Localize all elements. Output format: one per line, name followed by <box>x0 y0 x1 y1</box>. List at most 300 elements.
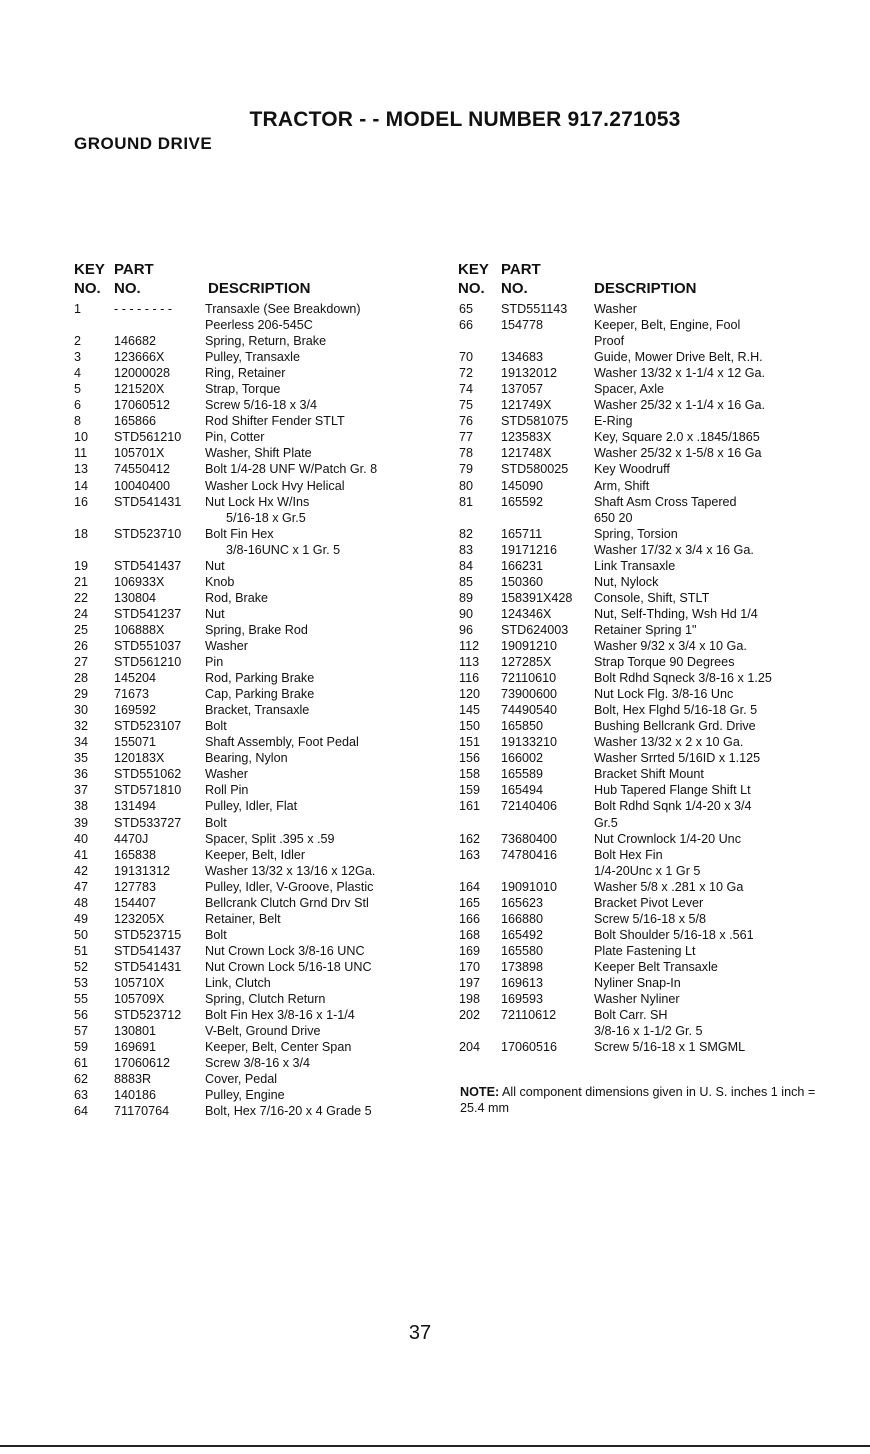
part-description <box>594 397 856 413</box>
part-number: STD561210 <box>114 655 182 670</box>
key-number: 49 <box>74 911 89 926</box>
part-number: 158391X428 <box>501 590 573 605</box>
bottom-rule <box>0 1445 870 1447</box>
part-description <box>205 975 455 991</box>
description-line: Key, Square 2.0 x .1845/1865 <box>594 430 760 445</box>
key-number: 37 <box>74 783 89 798</box>
table-row <box>458 798 868 830</box>
description-line: Knob <box>205 574 235 589</box>
table-row <box>458 606 868 622</box>
part-description <box>594 750 856 766</box>
description-line: Hub Tapered Flange Shift Lt <box>594 783 751 798</box>
part-description <box>594 542 856 558</box>
key-number: 16 <box>74 494 89 509</box>
part-number: 17060512 <box>114 398 171 413</box>
description-line: Bolt, Hex Flghd 5/16-18 Gr. 5 <box>594 703 758 718</box>
part-description <box>205 847 455 863</box>
key-number: 168 <box>459 927 481 942</box>
table-row <box>74 590 454 606</box>
key-number: 170 <box>459 959 481 974</box>
part-description <box>205 349 455 365</box>
description-line: Proof <box>594 334 625 349</box>
part-number: 123205X <box>114 911 165 926</box>
part-number: 121520X <box>114 382 165 397</box>
key-number: 202 <box>459 1008 481 1023</box>
key-number: 21 <box>74 574 89 589</box>
part-number: 127783 <box>114 879 157 894</box>
key-number: 197 <box>459 975 481 990</box>
part-description <box>594 959 856 975</box>
part-number: STD571810 <box>114 783 182 798</box>
part-description <box>594 734 856 750</box>
table-row <box>458 670 868 686</box>
key-number: 42 <box>74 863 89 878</box>
description-line: Retainer, Belt <box>205 911 281 926</box>
key-number: 145 <box>459 703 481 718</box>
description-line: 650 20 <box>594 510 633 525</box>
description-line: Shaft Asm Cross Tapered <box>594 494 737 509</box>
column-header <box>458 261 868 301</box>
part-number: 105709X <box>114 992 165 1007</box>
key-number: 4 <box>74 366 82 381</box>
description-line: Bolt Shoulder 5/16-18 x .561 <box>594 927 754 942</box>
description-line: Spacer, Axle <box>594 382 665 397</box>
description-line: Washer Srrted 5/16ID x 1.125 <box>594 751 761 766</box>
table-row <box>74 879 454 895</box>
part-description <box>594 654 856 670</box>
part-description <box>205 863 455 879</box>
description-line: Key Woodruff <box>594 462 670 477</box>
key-number: 10 <box>74 430 89 445</box>
table-row <box>458 478 868 494</box>
part-number: 165494 <box>501 783 544 798</box>
table-row <box>74 413 454 429</box>
description-line: Spring, Torsion <box>594 526 678 541</box>
part-number: 71673 <box>114 687 150 702</box>
key-number: 24 <box>74 606 89 621</box>
description-line: Washer 9/32 x 3/4 x 10 Ga. <box>594 638 747 653</box>
part-description <box>594 349 856 365</box>
key-number: 59 <box>74 1040 89 1055</box>
key-number: 162 <box>459 831 481 846</box>
part-description <box>594 766 856 782</box>
part-description <box>594 782 856 798</box>
part-description <box>205 301 455 333</box>
table-row <box>458 927 868 943</box>
part-description <box>205 927 455 943</box>
part-number: 12000028 <box>114 366 171 381</box>
table-row <box>458 590 868 606</box>
table-row <box>458 831 868 847</box>
table-row <box>74 718 454 734</box>
part-number: STD541431 <box>114 494 182 509</box>
description-line: Cover, Pedal <box>205 1072 278 1087</box>
description-line: Pulley, Idler, V-Groove, Plastic <box>205 879 374 894</box>
table-row <box>74 397 454 413</box>
table-row <box>74 911 454 927</box>
table-row <box>74 606 454 622</box>
table-row <box>74 1087 454 1103</box>
key-number: 35 <box>74 751 89 766</box>
key-number: 52 <box>74 959 89 974</box>
description-line: Console, Shift, STLT <box>594 590 710 605</box>
part-number: 72110610 <box>501 671 557 686</box>
key-number: 76 <box>459 414 474 429</box>
description-line: Keeper, Belt, Center Span <box>205 1040 352 1055</box>
header-key-no: NO. <box>458 280 485 297</box>
key-number: 61 <box>74 1056 89 1071</box>
table-row <box>74 782 454 798</box>
description-line: Washer 13/32 x 13/16 x 12Ga. <box>205 863 376 878</box>
part-description <box>205 991 455 1007</box>
part-description <box>594 413 856 429</box>
description-line: Bolt Fin Hex <box>205 526 274 541</box>
table-row <box>74 574 454 590</box>
table-row <box>458 494 868 526</box>
table-row <box>458 847 868 879</box>
page-number: 37 <box>408 1322 432 1344</box>
key-number: 77 <box>459 430 474 445</box>
key-number: 83 <box>459 542 474 557</box>
part-description <box>205 445 455 461</box>
key-number: 169 <box>459 943 481 958</box>
description-line: Bushing Bellcrank Grd. Drive <box>594 719 756 734</box>
key-number: 166 <box>459 911 481 926</box>
part-number: 19091210 <box>501 638 558 653</box>
key-number: 55 <box>74 992 89 1007</box>
description-line: Bolt, Hex 7/16-20 x 4 Grade 5 <box>205 1104 372 1119</box>
key-number: 81 <box>459 494 474 509</box>
table-row <box>74 1007 454 1023</box>
part-number: 120183X <box>114 751 165 766</box>
table-row <box>458 365 868 381</box>
description-line: 1/4-20Unc x 1 Gr 5 <box>594 863 701 878</box>
table-row <box>74 1039 454 1055</box>
description-line: Washer <box>205 767 248 782</box>
description-line: Nut <box>205 558 225 573</box>
part-description <box>205 879 455 895</box>
description-line: Washer 25/32 x 1-5/8 x 16 Ga <box>594 446 762 461</box>
table-row <box>74 670 454 686</box>
part-description <box>205 558 455 574</box>
header-part-no: NO. <box>501 280 528 297</box>
table-row <box>74 991 454 1007</box>
description-line: Washer 25/32 x 1-1/4 x 16 Ga. <box>594 398 766 413</box>
description-line: Guide, Mower Drive Belt, R.H. <box>594 350 763 365</box>
part-number: 134683 <box>501 350 544 365</box>
part-number: STD561210 <box>114 430 182 445</box>
key-number: 5 <box>74 382 82 397</box>
key-number: 84 <box>459 558 474 573</box>
table-row <box>458 638 868 654</box>
table-row <box>74 654 454 670</box>
description-line: Screw 5/16-18 x 3/4 <box>205 398 318 413</box>
description-line: Bellcrank Clutch Grnd Drv Stl <box>205 895 369 910</box>
part-number: 150360 <box>501 574 544 589</box>
part-number: STD523710 <box>114 526 182 541</box>
table-row <box>458 397 868 413</box>
table-row <box>458 429 868 445</box>
part-number: 165838 <box>114 847 157 862</box>
description-line: Roll Pin <box>205 783 249 798</box>
key-number: 64 <box>74 1104 89 1119</box>
part-number: STD523712 <box>114 1008 182 1023</box>
part-number: 169593 <box>501 992 544 1007</box>
table-row <box>74 1071 454 1087</box>
table-row <box>458 301 868 317</box>
table-row <box>458 766 868 782</box>
part-number: STD541437 <box>114 558 182 573</box>
part-description <box>594 381 856 397</box>
description-line: Washer 13/32 x 2 x 10 Ga. <box>594 735 744 750</box>
table-row <box>74 927 454 943</box>
part-number: 166231 <box>501 558 544 573</box>
part-description <box>205 397 455 413</box>
description-line: Nut, Nylock <box>594 574 659 589</box>
table-row <box>458 349 868 365</box>
key-number: 56 <box>74 1008 89 1023</box>
description-line: Nut, Self-Thding, Wsh Hd 1/4 <box>594 606 758 621</box>
key-number: 156 <box>459 751 481 766</box>
table-row <box>458 718 868 734</box>
part-number: 154407 <box>114 895 157 910</box>
part-description <box>205 782 455 798</box>
key-number: 48 <box>74 895 89 910</box>
part-description <box>594 927 856 943</box>
table-row <box>74 766 454 782</box>
table-row <box>458 381 868 397</box>
part-number: STD624003 <box>501 622 569 637</box>
part-description <box>594 847 856 879</box>
table-row <box>74 798 454 814</box>
table-row <box>458 317 868 349</box>
table-row <box>74 686 454 702</box>
part-number: 73900600 <box>501 687 558 702</box>
part-description <box>205 815 455 831</box>
description-line: Washer Nyliner <box>594 992 680 1007</box>
part-description <box>205 590 455 606</box>
table-row <box>458 959 868 975</box>
parts-column-left <box>74 261 454 1119</box>
part-description <box>205 750 455 766</box>
part-number: 10040400 <box>114 478 171 493</box>
description-line: Screw 5/16-18 x 1 SMGML <box>594 1040 746 1055</box>
table-row <box>458 461 868 477</box>
part-number: 130801 <box>114 1024 157 1039</box>
key-number: 57 <box>74 1024 89 1039</box>
part-number: 74780416 <box>501 847 558 862</box>
part-description <box>594 991 856 1007</box>
table-row <box>458 895 868 911</box>
description-line: Washer 5/8 x .281 x 10 Ga <box>594 879 744 894</box>
part-number: STD523715 <box>114 927 182 942</box>
key-number: 11 <box>74 446 88 461</box>
part-description <box>594 1007 856 1039</box>
part-number: 72140406 <box>501 799 558 814</box>
description-line: Bolt <box>205 815 227 830</box>
part-number: STD551143 <box>501 302 568 316</box>
part-description <box>594 686 856 702</box>
description-line: Rod, Brake <box>205 590 268 605</box>
key-number: 38 <box>74 799 89 814</box>
part-description <box>594 445 856 461</box>
part-description <box>205 686 455 702</box>
description-line: Keeper, Belt, Idler <box>205 847 306 862</box>
key-number: 112 <box>459 638 480 653</box>
part-number: STD541437 <box>114 943 182 958</box>
part-number: 130804 <box>114 590 157 605</box>
section-title: GROUND DRIVE <box>74 134 213 153</box>
key-number: 116 <box>459 671 480 686</box>
table-row <box>74 943 454 959</box>
table-row <box>74 975 454 991</box>
part-number: 106933X <box>114 574 165 589</box>
description-line: Plate Fastening Lt <box>594 943 696 958</box>
part-number: 106888X <box>114 622 165 637</box>
description-line: Bolt Hex Fin <box>594 847 663 862</box>
part-description <box>594 670 856 686</box>
key-number: 39 <box>74 815 89 830</box>
part-number: 165866 <box>114 414 157 429</box>
part-number: 165850 <box>501 719 544 734</box>
key-number: 30 <box>74 703 89 718</box>
table-row <box>74 702 454 718</box>
description-line: Strap, Torque <box>205 382 281 397</box>
table-row <box>74 365 454 381</box>
part-number: - - - - - - - - <box>114 302 173 316</box>
part-description <box>205 798 455 814</box>
key-number: 28 <box>74 671 89 686</box>
table-row <box>74 445 454 461</box>
part-number: 74550412 <box>114 462 171 477</box>
part-number: 131494 <box>114 799 157 814</box>
key-number: 50 <box>74 927 89 942</box>
part-number: 74490540 <box>501 703 558 718</box>
key-number: 159 <box>459 783 481 798</box>
key-number: 66 <box>459 318 474 333</box>
table-row <box>74 1023 454 1039</box>
table-row <box>74 863 454 879</box>
table-row <box>458 750 868 766</box>
part-description <box>594 558 856 574</box>
description-line: Pin, Cotter <box>205 430 265 445</box>
parts-column-right <box>458 261 868 1055</box>
part-description <box>594 975 856 991</box>
part-description <box>205 413 455 429</box>
key-number: 32 <box>74 719 89 734</box>
description-line: Washer <box>205 638 248 653</box>
description-line: Nut Lock Flg. 3/8-16 Unc <box>594 687 734 702</box>
part-description <box>205 494 455 526</box>
description-line: Rod, Parking Brake <box>205 671 315 686</box>
table-row <box>458 991 868 1007</box>
table-row <box>458 526 868 542</box>
part-description <box>205 526 455 558</box>
table-row <box>458 574 868 590</box>
key-number: 2 <box>74 334 82 349</box>
key-number: 163 <box>459 847 481 862</box>
description-line: Link, Clutch <box>205 975 271 990</box>
part-number: STD541237 <box>114 606 182 621</box>
part-number: 140186 <box>114 1088 157 1103</box>
part-number: 169613 <box>501 975 544 990</box>
description-line: Keeper Belt Transaxle <box>594 959 718 974</box>
part-description <box>594 574 856 590</box>
part-number: 169592 <box>114 703 157 718</box>
description-line: Bolt 1/4-28 UNF W/Patch Gr. 8 <box>205 462 378 477</box>
key-number: 41 <box>74 847 89 862</box>
description-line: Washer 13/32 x 1-1/4 x 12 Ga. <box>594 366 766 381</box>
part-description <box>594 317 856 349</box>
key-number: 151 <box>459 735 481 750</box>
table-row <box>74 750 454 766</box>
description-line: Spring, Clutch Return <box>205 992 326 1007</box>
part-description <box>205 766 455 782</box>
key-number: 165 <box>459 895 481 910</box>
part-description <box>594 638 856 654</box>
description-line: E-Ring <box>594 414 633 429</box>
key-number: 62 <box>74 1072 89 1087</box>
parts-list-right <box>458 301 868 1055</box>
description-line: Bracket, Transaxle <box>205 703 310 718</box>
key-number: 25 <box>74 622 89 637</box>
part-description <box>594 494 856 526</box>
header-key-no: NO. <box>74 280 101 297</box>
part-number: 105701X <box>114 446 165 461</box>
part-number: 165592 <box>501 494 544 509</box>
description-line: Bolt Fin Hex 3/8-16 x 1-1/4 <box>205 1008 355 1023</box>
part-description <box>205 461 455 477</box>
part-description <box>205 831 455 847</box>
table-row <box>74 638 454 654</box>
description-line: Cap, Parking Brake <box>205 687 315 702</box>
part-number: STD533727 <box>114 815 182 830</box>
description-line: Washer 17/32 x 3/4 x 16 Ga. <box>594 542 754 557</box>
description-line: Spring, Brake Rod <box>205 622 308 637</box>
key-number: 8 <box>74 414 82 429</box>
description-line: Bolt Rdhd Sqnk 1/4-20 x 3/4 <box>594 799 752 814</box>
header-description: DESCRIPTION <box>594 280 697 297</box>
description-line: Bolt <box>205 927 227 942</box>
table-row <box>458 413 868 429</box>
part-description <box>205 638 455 654</box>
description-line: Screw 5/16-18 x 5/8 <box>594 911 707 926</box>
table-row <box>458 1039 868 1055</box>
part-number: 123666X <box>114 350 165 365</box>
part-number: 19133210 <box>501 735 558 750</box>
key-number: 40 <box>74 831 89 846</box>
description-line: Rod Shifter Fender STLT <box>205 414 345 429</box>
key-number: 18 <box>74 526 89 541</box>
part-description <box>205 911 455 927</box>
key-number: 78 <box>459 446 474 461</box>
note-text: All component dimensions given in U. S. inches 1 inch = 25.4 mm <box>460 1085 816 1115</box>
part-number: 166880 <box>501 911 544 926</box>
header-part: PART <box>501 261 541 278</box>
header-description: DESCRIPTION <box>208 280 311 297</box>
part-description <box>594 879 856 895</box>
description-line: Screw 3/8-16 x 3/4 <box>205 1056 310 1071</box>
part-number: 8883R <box>114 1072 152 1087</box>
header-part-no: NO. <box>114 280 141 297</box>
description-line: Pulley, Transaxle <box>205 350 300 365</box>
description-line: Nut <box>205 606 225 621</box>
part-description <box>594 1039 856 1055</box>
description-line: Nyliner Snap-In <box>594 975 681 990</box>
part-number: STD581075 <box>501 414 569 429</box>
table-row <box>458 879 868 895</box>
part-description <box>205 574 455 590</box>
